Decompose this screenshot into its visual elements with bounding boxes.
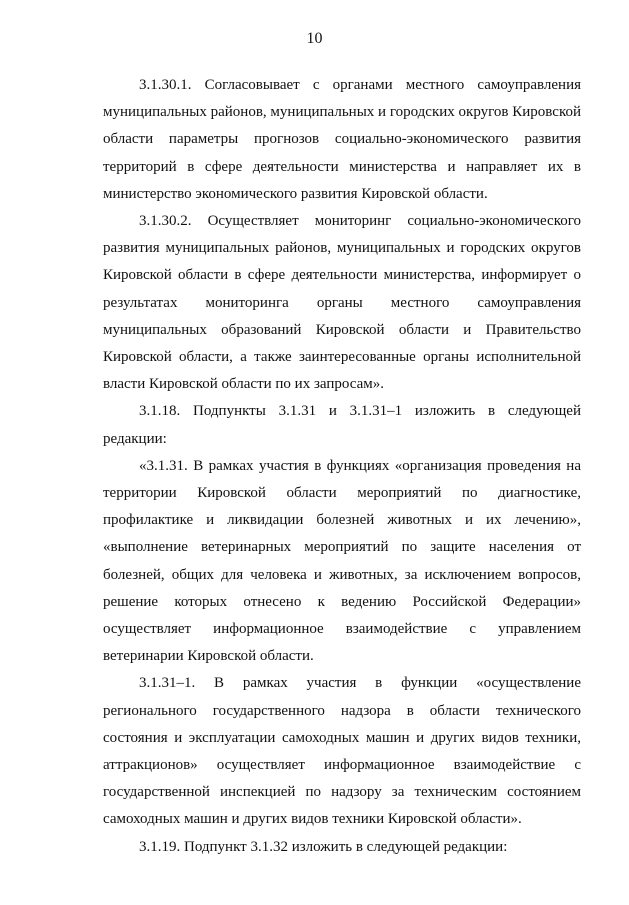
paragraph-3-1-30-1: 3.1.30.1. Согласовывает с органами местного самоуправления муниципальных районов, муниципальных и городских округов Кировской области параметры прогнозов социально-экономического развития территорий в сфере деятельности министерства и направляет их в министерство экономического развития Кировской области. [103, 77, 581, 202]
paragraph-3-1-31-1: 3.1.31–1. В рамках участия в функции «осуществление регионального государственного надзора в области технического состояния и эксплуатации самоходных машин и других видов техники, аттракционов» осуществляет информационное взаимодействие с государственной инспекцией по надзору за техническим состоянием самоходных машин и других видов техники Кировской области». [103, 675, 581, 828]
paragraph-3-1-30-2: 3.1.30.2. Осуществляет мониторинг социально-экономического развития муниципальных районов, муниципальных и городских округов Кировской области в сфере деятельности министерства, информирует о результатах мониторинга органы местного самоуправления муниципальных образований Кировской области и Правительство Кировской области, а также заинтересованные органы исполнительной власти Кировской области по их запросам». [103, 213, 581, 393]
document-body [103, 72, 581, 861]
paragraph-3-1-19: 3.1.19. Подпункт 3.1.32 изложить в следующей редакции: [139, 838, 508, 855]
page-number: 10 [306, 30, 323, 47]
paragraph-3-1-18: 3.1.18. Подпункты 3.1.31 и 3.1.31–1 изложить в следующей редакции: [103, 403, 581, 447]
paragraph-3-1-31: «3.1.31. В рамках участия в функциях «организация проведения на территории Кировской области мероприятий по диагностике, профилактике и ликвидации болезней животных и их лечению», «выполнение ветеринарных мероприятий по защите населения от болезней, общих для человека и животных, за исключением вопросов, решение которых отнесено к ведению Российской Федерации» осуществляет информационное взаимодействие с управлением ветеринарии Кировской области. [103, 457, 581, 665]
